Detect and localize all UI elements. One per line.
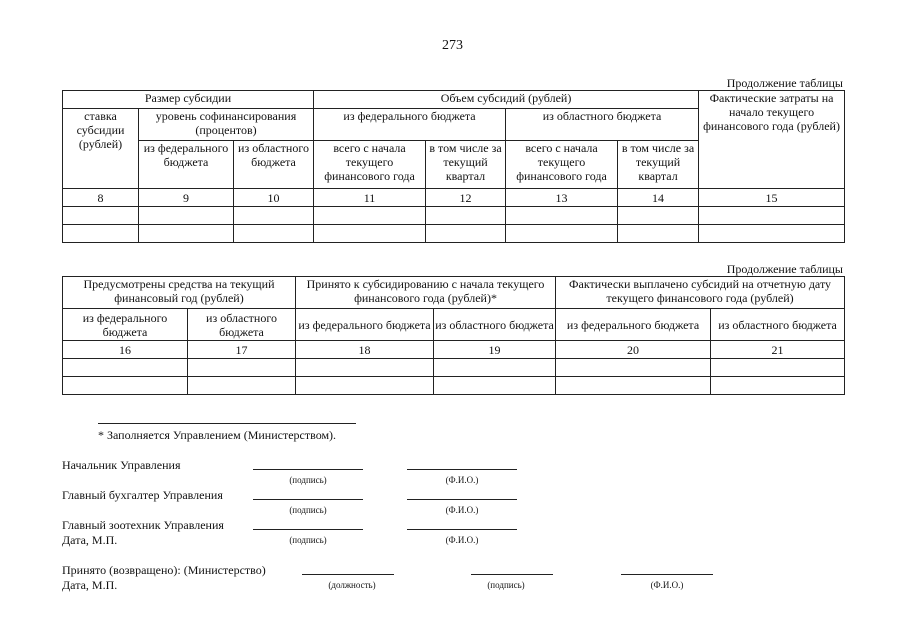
header-federal: из федерального бюджета <box>63 309 188 341</box>
column-number: 19 <box>434 341 556 359</box>
header-planned-funds: Предусмотрены средства на текущий финансовый год (рублей) <box>63 277 296 309</box>
column-number: 14 <box>618 189 699 207</box>
column-number-row <box>63 341 845 359</box>
subsidy-table-part-2 <box>62 276 845 395</box>
signature-caption: (подпись) <box>289 535 327 545</box>
header-actual-costs: Фактические затраты на начало текущего финансового года (рублей) <box>699 91 845 189</box>
header-federal: из федерального бюджета <box>296 309 434 341</box>
header-federal-total-year: всего с начала текущего финансового года <box>314 141 426 189</box>
column-number: 11 <box>314 189 426 207</box>
header-subsidy-size: Размер субсидии <box>63 91 314 109</box>
column-number: 18 <box>296 341 434 359</box>
name-caption-2: (Ф.И.О.) <box>650 580 684 590</box>
header-regional-budget: из областного бюджета <box>506 109 699 141</box>
signature-caption: (подпись) <box>289 505 327 515</box>
name-caption: (Ф.И.О.) <box>445 475 479 485</box>
continuation-label-1: Продолжение таблицы <box>726 76 843 90</box>
table-cell[interactable] <box>188 377 296 395</box>
chief-accountant-name-line[interactable] <box>407 499 517 500</box>
footnote: * Заполняется Управлением (Министерством). <box>98 428 337 442</box>
chief-zootechnician-signature-line[interactable] <box>253 529 363 530</box>
column-number: 20 <box>556 341 711 359</box>
chief-zootechnician-name-line[interactable] <box>407 529 517 530</box>
date-stamp-label: Дата, М.П. <box>62 533 118 547</box>
header-cofinancing-level: уровень софинансирования (процентов) <box>139 109 314 141</box>
table-cell[interactable] <box>556 359 711 377</box>
column-number: 9 <box>139 189 234 207</box>
footnote-separator <box>98 423 356 424</box>
header-regional: из областного бюджета <box>711 309 845 341</box>
column-number: 10 <box>234 189 314 207</box>
accepted-signature-line[interactable] <box>471 574 553 575</box>
column-number: 21 <box>711 341 845 359</box>
table-cell[interactable] <box>234 225 314 243</box>
position-line[interactable] <box>302 574 394 575</box>
page-number: 273 <box>442 38 463 53</box>
column-number: 17 <box>188 341 296 359</box>
table-cell[interactable] <box>314 207 426 225</box>
table-cell[interactable] <box>426 225 506 243</box>
table-cell[interactable] <box>711 377 845 395</box>
column-number: 13 <box>506 189 618 207</box>
table-cell[interactable] <box>63 359 188 377</box>
date-stamp-label-2: Дата, М.П. <box>62 578 118 592</box>
chief-zootechnician-label: Главный зоотехник Управления <box>62 518 224 532</box>
table-cell[interactable] <box>63 225 139 243</box>
signature-caption: (подпись) <box>289 475 327 485</box>
name-caption: (Ф.И.О.) <box>445 505 479 515</box>
column-number: 8 <box>63 189 139 207</box>
table-cell[interactable] <box>711 359 845 377</box>
header-regional-total-year: всего с начала текущего финансового года <box>506 141 618 189</box>
header-federal-quarter: в том числе за текущий квартал <box>426 141 506 189</box>
head-label: Начальник Управления <box>62 458 181 472</box>
table-cell[interactable] <box>296 359 434 377</box>
column-number: 16 <box>63 341 188 359</box>
table-cell[interactable] <box>63 207 139 225</box>
header-regional: из областного бюджета <box>188 309 296 341</box>
header-regional-quarter: в том числе за текущий квартал <box>618 141 699 189</box>
table-cell[interactable] <box>618 207 699 225</box>
column-number-row <box>63 189 845 207</box>
empty-data-row <box>63 207 845 225</box>
header-regional: из областного бюджета <box>434 309 556 341</box>
head-signature-line[interactable] <box>253 469 363 470</box>
table-cell[interactable] <box>556 377 711 395</box>
empty-data-row <box>63 225 845 243</box>
column-number: 12 <box>426 189 506 207</box>
header-cofin-regional: из областного бюджета <box>234 141 314 189</box>
position-caption: (должность) <box>328 580 376 590</box>
name-caption: (Ф.И.О.) <box>445 535 479 545</box>
header-federal: из федерального бюджета <box>556 309 711 341</box>
table-cell[interactable] <box>314 225 426 243</box>
table-cell[interactable] <box>699 207 845 225</box>
signature-caption-2: (подпись) <box>487 580 525 590</box>
header-accepted-subsidy: Принято к субсидированию с начала текущего финансового года (рублей)* <box>296 277 556 309</box>
header-subsidy-rate: ставка субсидии (рублей) <box>63 109 139 189</box>
continuation-label-2: Продолжение таблицы <box>726 262 843 276</box>
header-federal-budget: из федерального бюджета <box>314 109 506 141</box>
subsidy-table-part-1 <box>62 90 845 243</box>
table-cell[interactable] <box>506 225 618 243</box>
header-subsidy-volume: Объем субсидий (рублей) <box>314 91 699 109</box>
table-cell[interactable] <box>699 225 845 243</box>
table-cell[interactable] <box>139 207 234 225</box>
chief-accountant-signature-line[interactable] <box>253 499 363 500</box>
table-cell[interactable] <box>296 377 434 395</box>
header-actually-paid: Фактически выплачено субсидий на отчетную дату текущего финансового года (рублей) <box>556 277 845 309</box>
table-cell[interactable] <box>234 207 314 225</box>
table-cell[interactable] <box>63 377 188 395</box>
table-cell[interactable] <box>434 377 556 395</box>
table-cell[interactable] <box>426 207 506 225</box>
table-cell[interactable] <box>188 359 296 377</box>
table-cell[interactable] <box>434 359 556 377</box>
empty-data-row <box>63 359 845 377</box>
column-number: 15 <box>699 189 845 207</box>
chief-accountant-label: Главный бухгалтер Управления <box>62 488 223 502</box>
table-cell[interactable] <box>506 207 618 225</box>
table-cell[interactable] <box>618 225 699 243</box>
header-cofin-federal: из федерального бюджета <box>139 141 234 189</box>
empty-data-row <box>63 377 845 395</box>
accepted-returned-label: Принято (возвращено): (Министерство) <box>62 563 266 577</box>
table-cell[interactable] <box>139 225 234 243</box>
head-name-line[interactable] <box>407 469 517 470</box>
accepted-name-line[interactable] <box>621 574 713 575</box>
